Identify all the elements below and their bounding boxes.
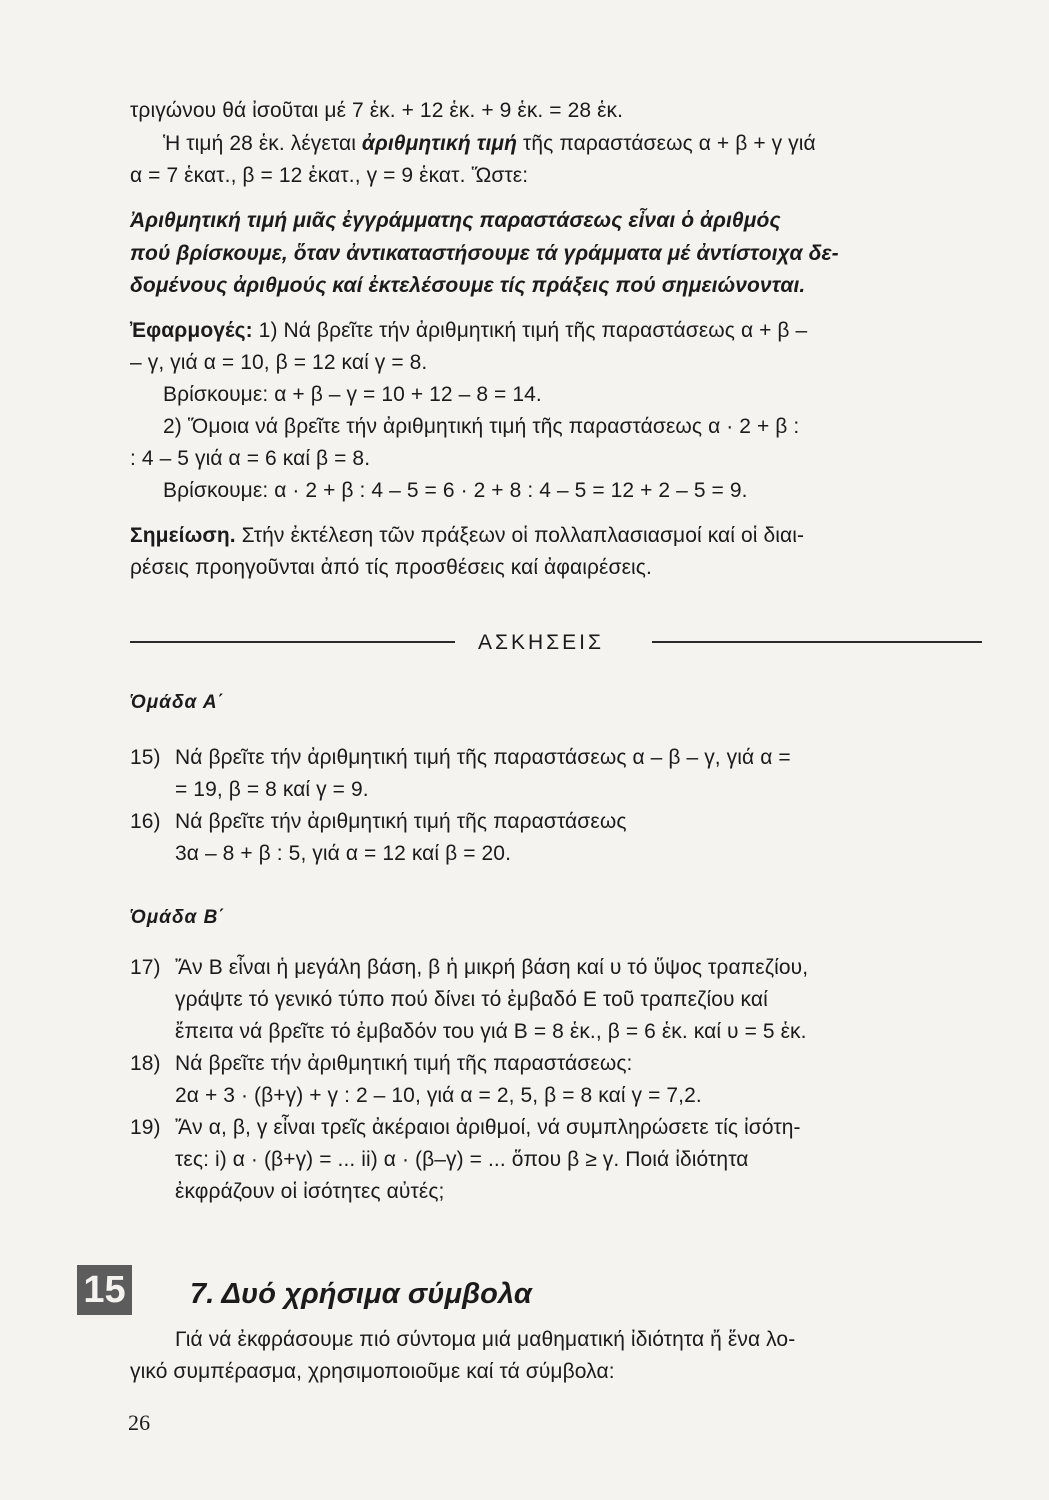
applications-line-3: Βρίσκουμε: α + β – γ = 10 + 12 – 8 = 14. [163, 383, 542, 406]
exercise-15-number: 15) [130, 746, 161, 769]
intro-line-3: α = 7 ἑκατ., β = 12 ἑκατ., γ = 9 ἑκατ. Ὥστε: [130, 164, 529, 187]
emphasis-term: ἀριθμητική τιμή [361, 132, 518, 155]
exercise-16-number: 16) [130, 810, 161, 833]
note-label: Σημείωση. [130, 524, 236, 547]
section-badge: 15 [77, 1265, 132, 1315]
applications-label: Ἐφαρμογές: [130, 319, 253, 342]
exercise-18-line-2: 2α + 3 · (β+γ) + γ : 2 – 10, γιά α = 2, 5, β = 8 καί γ = 7,2. [175, 1084, 702, 1107]
exercise-17-line-1: Ἄν Β εἶναι ἡ μεγάλη βάση, β ἡ μικρή βάση καί υ τό ὕψος τραπεζίου, [175, 956, 809, 979]
applications-line-2: – γ, γιά α = 10, β = 12 καί γ = 8. [130, 351, 428, 374]
exercise-18-number: 18) [130, 1052, 161, 1075]
definition-line-2: πού βρίσκουμε, ὅταν ἀντικαταστήσουμε τά γράμματα μέ ἀντίστοιχα δε- [130, 242, 839, 265]
heading-rule-right [652, 641, 982, 643]
group-b-heading: Ὁμάδα Β΄ [130, 907, 226, 928]
applications-line-5: : 4 – 5 γιά α = 6 καί β = 8. [130, 447, 371, 470]
note-line-1: Σημείωση. Στήν ἐκτέλεση τῶν πράξεων οἱ πολλαπλασιασμοί καί οἱ διαι- [130, 524, 805, 547]
group-a-heading: Ὁμάδα Α΄ [130, 692, 225, 713]
exercise-19-line-1: Ἄν α, β, γ εἶναι τρεῖς ἀκέραιοι ἀριθμοί, νά συμπληρώσετε τίς ἰσότη- [175, 1116, 801, 1139]
definition-line-3: δομένους ἀριθμούς καί ἐκτελέσουμε τίς πράξεις πού σημειώνονται. [130, 274, 806, 297]
intro-line-1: τριγώνου θά ἰσοῦται μέ 7 ἑκ. + 12 ἑκ. + 9 ἑκ. = 28 ἑκ. [130, 99, 624, 122]
heading-rule-left [130, 641, 455, 643]
applications-line-1: Ἐφαρμογές: 1) Νά βρεῖτε τήν ἀριθμητική τιμή τῆς παραστάσεως α + β – [130, 319, 808, 342]
definition-line-1: Ἀριθμητική τιμή μιᾶς ἐγγράμματης παραστάσεως εἶναι ὁ ἀριθμός [130, 209, 781, 232]
exercise-15-line-2: = 19, β = 8 καί γ = 9. [175, 778, 369, 801]
exercise-18-line-1: Νά βρεῖτε τήν ἀριθμητική τιμή τῆς παραστάσεως: [175, 1052, 633, 1075]
exercise-17-line-3: ἔπειτα νά βρεῖτε τό ἐμβαδόν του γιά Β = 8 ἑκ., β = 6 ἑκ. καί υ = 5 ἑκ. [175, 1020, 807, 1043]
exercise-17-line-2: γράψτε τό γενικό τύπο πού δίνει τό ἐμβαδό Ε τοῦ τραπεζίου καί [175, 988, 768, 1011]
applications-line-6: Βρίσκουμε: α · 2 + β : 4 – 5 = 6 · 2 + 8 : 4 – 5 = 12 + 2 – 5 = 9. [163, 479, 748, 502]
exercise-16-line-1: Νά βρεῖτε τήν ἀριθμητική τιμή τῆς παραστάσεως [175, 810, 627, 833]
exercise-19-line-3: ἐκφράζουν οἱ ἰσότητες αὐτές; [175, 1180, 445, 1203]
note-line-2: ρέσεις προηγοῦνται ἀπό τίς προσθέσεις καί ἀφαιρέσεις. [130, 556, 652, 579]
section-line-1: Γιά νά ἐκφράσουμε πιό σύντομα μιά μαθηματική ἰδιότητα ἤ ἕνα λο- [175, 1328, 796, 1351]
section-title: 7. Δυό χρήσιμα σύμβολα [190, 1278, 532, 1310]
page-number: 26 [128, 1410, 151, 1435]
applications-line-4: 2) Ὅμοια νά βρεῖτε τήν ἀριθμητική τιμή τῆς παραστάσεως α · 2 + β : [163, 415, 800, 438]
exercises-heading: ΑΣΚΗΣΕΙΣ [478, 631, 604, 654]
exercise-16-line-2: 3α – 8 + β : 5, γιά α = 12 καί β = 20. [175, 842, 512, 865]
exercise-15-line-1: Νά βρεῖτε τήν ἀριθμητική τιμή τῆς παραστάσεως α – β – γ, γιά α = [175, 746, 791, 769]
section-line-2: γικό συμπέρασμα, χρησιμοποιοῦμε καί τά σύμβολα: [130, 1360, 615, 1383]
exercise-19-line-2: τες: i) α · (β+γ) = ... ii) α · (β–γ) = ... ὅπου β ≥ γ. Ποιά ἰδιότητα [175, 1148, 749, 1171]
exercise-19-number: 19) [130, 1116, 161, 1139]
intro-line-2: Ἡ τιμή 28 ἑκ. λέγεται ἀριθμητική τιμή τῆς παραστάσεως α + β + γ γιά [163, 132, 816, 155]
exercise-17-number: 17) [130, 956, 161, 979]
